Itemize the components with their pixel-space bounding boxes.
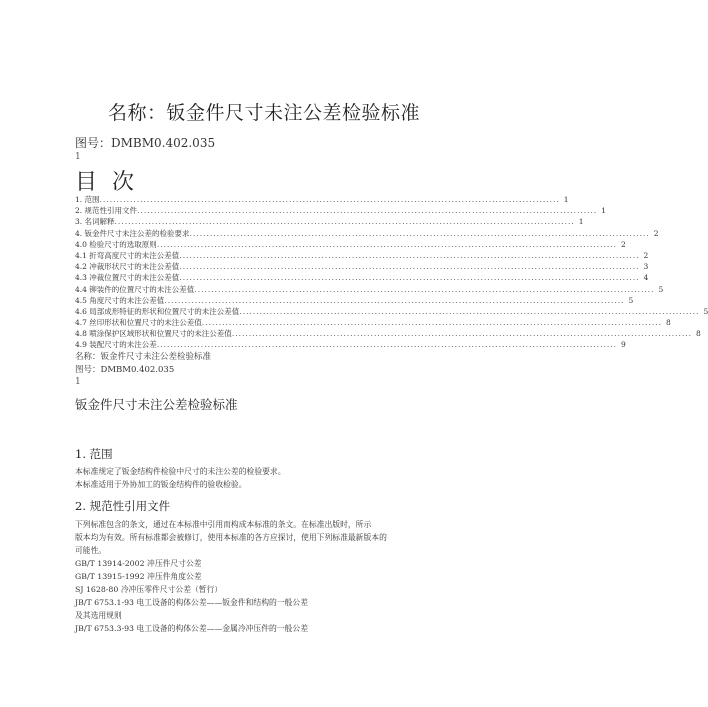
toc-entry[interactable]: 4.7 丝印形状和位置尺寸的未注公差值 ........................................................................................................................................ 8	[75, 318, 671, 328]
toc-entry[interactable]: 4.8 喷涂保护区域形状和位置尺寸的未注公差值 ........................................................................................................................................ 8	[75, 329, 701, 339]
reference-item: GB/T 13915-1992 冲压件角度公差	[75, 572, 202, 581]
toc-entry[interactable]: 4.1 折弯高度尺寸的未注公差值 ........................................................................................................................................ 2	[75, 250, 649, 260]
toc-entry[interactable]: 4.2 冲裁形状尺寸的未注公差值 ........................................................................................................................................ 3	[75, 262, 649, 272]
toc-entry[interactable]: 4. 钣金件尺寸未注公差的检验要求 ........................................................................................................................................ 2	[75, 228, 659, 238]
reference-item: JB/T 6753.1-93 电工设备的构体公差——钣金件和结构的一般公差	[75, 598, 309, 607]
section-heading: 1. 范围	[75, 447, 113, 461]
page-mark: 1	[75, 377, 81, 387]
paragraph-line: 本标准规定了钣金结构件检验中尺寸的未注公差的检验要求。	[75, 467, 286, 476]
toc-entry[interactable]: 4.4 铆装件的位置尺寸的未注公差值 ........................................................................................................................................ 5	[75, 284, 664, 294]
main-title: 钣金件尺寸未注公差检验标准	[75, 397, 238, 412]
toc-entry[interactable]: 4.3 冲裁位置尺寸的未注公差值 ........................................................................................................................................ 4	[75, 273, 649, 283]
paragraph-line: 可能性。	[75, 546, 107, 555]
page-mark: 1	[75, 152, 81, 162]
drawing-number: 图号：DMBM0.402.035	[75, 136, 216, 150]
toc-heading: 目 次	[75, 170, 138, 195]
reference-item: 及其选用规则	[75, 611, 122, 620]
toc-entry[interactable]: 1. 范围 ........................................................................................................................................ 1	[75, 195, 569, 204]
toc-entry[interactable]: 4.0 检验尺寸的选取原则 ........................................................................................................................................ 2	[75, 239, 626, 249]
toc-entry[interactable]: 2. 规范性引用文件 ........................................................................................................................................ 1	[75, 206, 607, 216]
toc-entry[interactable]: 3. 名词解释 ........................................................................................................................................ 1	[75, 217, 584, 227]
reference-item: SJ 1628-80 冷冲压零件尺寸公差（暂行）	[75, 585, 223, 594]
toc-entry[interactable]: 4.6 局部成形特征的形状和位置尺寸的未注公差值 ........................................................................................................................................ 5	[75, 306, 708, 316]
paragraph-line: 本标准适用于外协加工的钣金结构件的验收检验。	[75, 480, 247, 489]
section-heading: 2. 规范性引用文件	[75, 499, 171, 513]
table-of-contents	[75, 194, 708, 351]
paragraph-line: 下列标准包含的条文，通过在本标准中引用而构成本标准的条文。在标准出版时，所示	[75, 520, 372, 529]
footer-drawing-number: 图号：DMBM0.402.035	[75, 365, 175, 375]
toc-entry[interactable]: 4.9 装配尺寸的未注公差 ........................................................................................................................................ 9	[75, 340, 626, 350]
toc-entry[interactable]: 4.5 角度尺寸的未注公差值 ........................................................................................................................................ 5	[75, 295, 634, 305]
document-title: 名称：钣金件尺寸未注公差检验标准	[108, 102, 421, 124]
reference-item: GB/T 13914-2002 冲压件尺寸公差	[75, 559, 202, 568]
reference-item: JB/T 6753.3-93 电工设备的构体公差——金属冷冲压件的一般公差	[75, 624, 309, 633]
footer-name: 名称：钣金件尺寸未注公差检验标准	[75, 352, 212, 362]
paragraph-line: 版本均为有效。所有标准都会被修订，使用本标准的各方应探讨，使用下列标准最新版本的	[75, 533, 387, 542]
